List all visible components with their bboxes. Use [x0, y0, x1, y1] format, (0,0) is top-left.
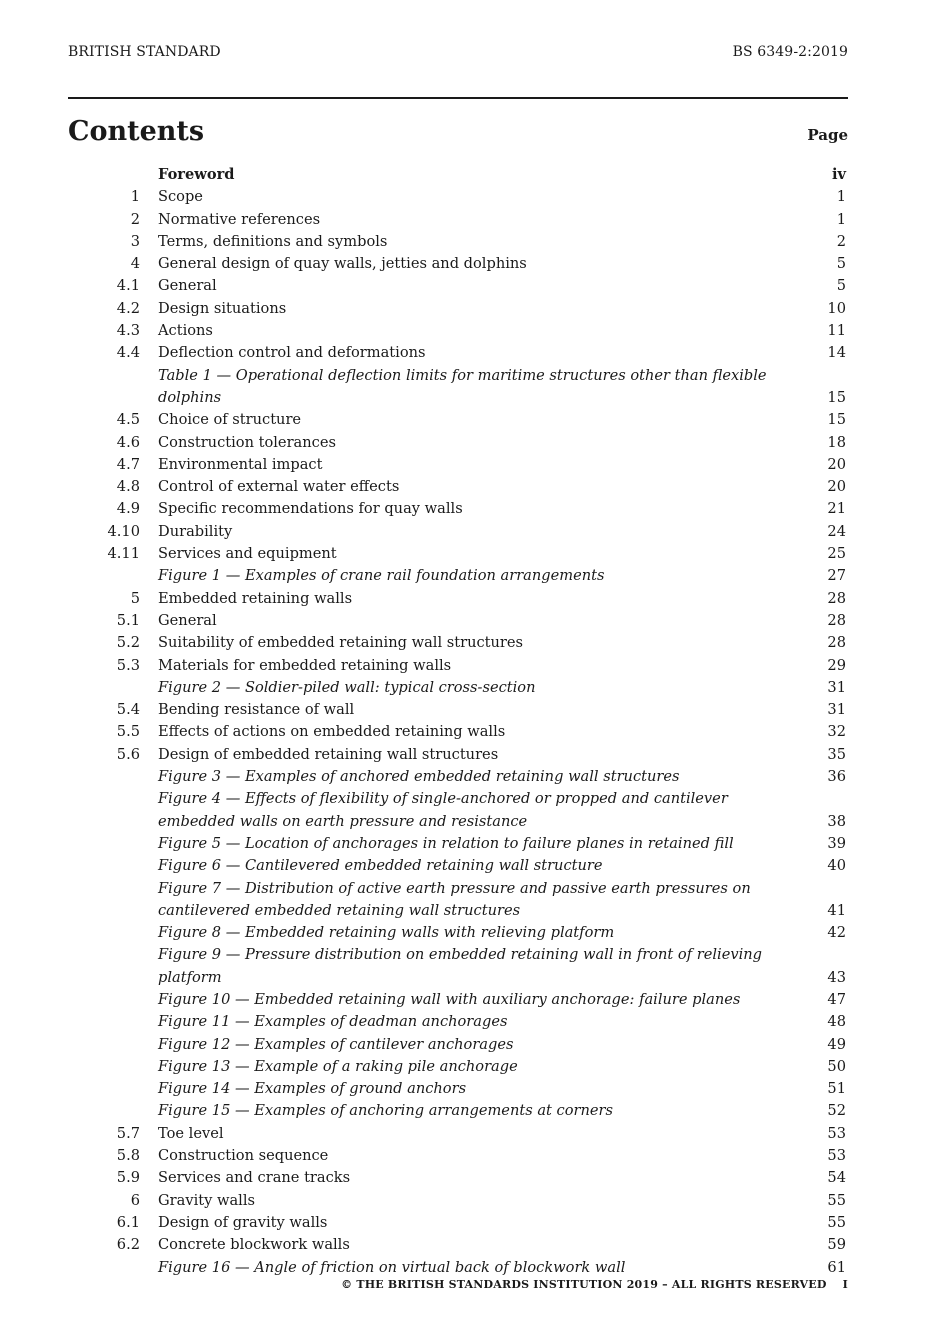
- toc-entry[interactable]: [68, 1167, 848, 1189]
- toc-entry-title[interactable]: Figure 2 — Soldier-piled wall: typical cross-section: [158, 678, 536, 696]
- toc-entry-title[interactable]: Design situations: [158, 299, 287, 317]
- toc-entry-title[interactable]: Normative references: [158, 210, 321, 228]
- toc-entry[interactable]: [68, 409, 848, 431]
- toc-entry-page: 42: [827, 924, 846, 942]
- toc-entry-number: 4.2: [116, 299, 140, 317]
- toc-entry-title[interactable]: Figure 4 — Effects of flexibility of single-anchored or propped and cantilever embedded walls on earth pressure and resistance: [158, 790, 728, 830]
- toc-entry[interactable]: [68, 498, 848, 520]
- toc-entry-title[interactable]: Design of gravity walls: [158, 1213, 328, 1231]
- toc-entry-number: 4.6: [116, 433, 140, 451]
- toc-entry[interactable]: [68, 766, 848, 788]
- toc-entry-page: 18: [827, 433, 846, 451]
- toc-entry[interactable]: [68, 721, 848, 743]
- toc-entry-title[interactable]: Actions: [158, 322, 213, 340]
- toc-entry-page: 20: [827, 478, 846, 496]
- toc-entry-page: 25: [827, 545, 846, 563]
- toc-entry[interactable]: [68, 1212, 848, 1234]
- toc-entry[interactable]: [68, 1078, 848, 1100]
- toc-entry-title[interactable]: Figure 5 — Location of anchorages in relation to failure planes in retained fill: [158, 834, 734, 852]
- toc-entry-title[interactable]: Toe level: [158, 1124, 224, 1142]
- toc-entry-title[interactable]: Gravity walls: [158, 1191, 256, 1209]
- toc-entry-page: 15: [827, 388, 846, 406]
- toc-entry-page: 15: [827, 411, 846, 429]
- toc-entry-page: 10: [827, 299, 846, 317]
- toc-entry[interactable]: [68, 454, 848, 476]
- toc-entry-title[interactable]: Environmental impact: [158, 455, 323, 473]
- toc-entry-number: 4: [130, 255, 140, 273]
- toc-entry-title[interactable]: Table 1 — Operational deflection limits for maritime structures other than flexible dolphins: [158, 366, 767, 406]
- toc-entry-page: 51: [827, 1080, 846, 1098]
- toc-entry-page: 29: [827, 656, 846, 674]
- toc-entry-page: 2: [836, 232, 846, 250]
- toc-entry[interactable]: [68, 1056, 848, 1078]
- page-title: Contents: [68, 116, 205, 147]
- toc-entry-page: 54: [827, 1169, 846, 1187]
- toc-entry-page: 55: [827, 1213, 846, 1231]
- toc-entry-title[interactable]: Specific recommendations for quay walls: [158, 500, 463, 518]
- toc-entry[interactable]: [68, 231, 848, 253]
- toc-entry-page: 1: [836, 188, 846, 206]
- toc-entry-page: 1: [836, 210, 846, 228]
- toc-entry-page: 55: [827, 1191, 846, 1209]
- toc-entry[interactable]: [68, 1100, 848, 1122]
- toc-entry-number: 4.10: [107, 522, 140, 540]
- toc-entry-page: 24: [827, 522, 846, 540]
- toc-entry-title[interactable]: Figure 16 — Angle of friction on virtual back of blockwork wall: [158, 1258, 626, 1276]
- toc-entry-number: 6.1: [116, 1213, 140, 1231]
- footer-copyright: © THE BRITISH STANDARDS INSTITUTION 2019 – ALL RIGHTS RESERVED: [341, 1278, 827, 1291]
- toc-entry-title[interactable]: Scope: [158, 188, 203, 206]
- toc-entry[interactable]: [68, 744, 848, 766]
- toc-entry[interactable]: [68, 298, 848, 320]
- toc-entry-title[interactable]: Figure 14 — Examples of ground anchors: [158, 1080, 467, 1098]
- toc-entry-number: 4.7: [116, 455, 140, 473]
- toc-entry-number: 5.2: [116, 634, 140, 652]
- toc-entry[interactable]: [68, 521, 848, 543]
- toc-entry-title[interactable]: Figure 7 — Distribution of active earth pressure and passive earth pressures on cantilevered embedded retaining wall structures: [158, 879, 751, 919]
- toc-entry[interactable]: [68, 677, 848, 699]
- toc-entry[interactable]: [68, 1011, 848, 1033]
- toc-entry-page: 31: [827, 701, 846, 719]
- toc-entry-number: 1: [130, 188, 140, 206]
- toc-entry-title[interactable]: Services and equipment: [158, 545, 337, 563]
- toc-entry-number: 2: [130, 210, 140, 228]
- toc-entry-page: 43: [827, 968, 846, 986]
- toc-entry[interactable]: [68, 788, 848, 833]
- toc-entry-page: 14: [827, 344, 846, 362]
- toc-entry-page: 28: [827, 634, 846, 652]
- toc-entry-page: 47: [827, 990, 846, 1008]
- page-column-label: Page: [807, 126, 848, 144]
- toc-entry[interactable]: [68, 342, 848, 364]
- toc-entry-page: 61: [827, 1258, 846, 1276]
- toc-entry-number: 5.9: [116, 1169, 140, 1187]
- toc-entry[interactable]: [68, 186, 848, 208]
- toc-entry[interactable]: [68, 1145, 848, 1167]
- toc-entry-page: 31: [827, 678, 846, 696]
- toc-entry[interactable]: [68, 1123, 848, 1145]
- toc-entry[interactable]: [68, 610, 848, 632]
- toc-entry-page: 35: [827, 745, 846, 763]
- toc-entry[interactable]: [68, 944, 848, 989]
- toc-entry-page: 41: [827, 901, 846, 919]
- toc-entry-number: 4.5: [116, 411, 140, 429]
- toc-entry[interactable]: [68, 565, 848, 587]
- toc-entry-title[interactable]: Suitability of embedded retaining wall structures: [158, 634, 524, 652]
- toc-entry-title[interactable]: Services and crane tracks: [158, 1169, 351, 1187]
- toc-entry[interactable]: [68, 543, 848, 565]
- toc-entry-page: 53: [827, 1147, 846, 1165]
- toc-entry-title[interactable]: Figure 3 — Examples of anchored embedded retaining wall structures: [158, 768, 680, 786]
- toc-entry-page: 38: [827, 812, 846, 830]
- toc-entry-title[interactable]: Figure 13 — Example of a raking pile anchorage: [158, 1057, 518, 1075]
- toc-entry-number: 5: [130, 589, 140, 607]
- toc-entry-page: 11: [827, 322, 846, 340]
- toc-entry-number: 6: [130, 1191, 140, 1209]
- header-document-number: BS 6349-2:2019: [732, 44, 848, 60]
- toc-entry[interactable]: [68, 632, 848, 654]
- toc-entry[interactable]: [68, 320, 848, 342]
- toc-entry-number: 3: [130, 232, 140, 250]
- toc-entry-page: 5: [836, 277, 846, 295]
- toc-entry[interactable]: [68, 1257, 848, 1279]
- toc-entry-title[interactable]: General design of quay walls, jetties and dolphins: [158, 255, 527, 273]
- toc-entry-page: 28: [827, 589, 846, 607]
- toc-entry[interactable]: [68, 855, 848, 877]
- contents-title-row: [68, 116, 848, 147]
- toc-entry[interactable]: [68, 275, 848, 297]
- toc-entry-title[interactable]: Figure 8 — Embedded retaining walls with relieving platform: [158, 924, 615, 942]
- toc-entry-number: 5.5: [116, 723, 140, 741]
- toc-entry-title[interactable]: Construction sequence: [158, 1147, 329, 1165]
- toc-entry-title[interactable]: Embedded retaining walls: [158, 589, 353, 607]
- toc-entry-title[interactable]: Control of external water effects: [158, 478, 400, 496]
- toc-entry[interactable]: [68, 655, 848, 677]
- toc-entry-number: 5.4: [116, 701, 140, 719]
- toc-entry-number: 4.9: [116, 500, 140, 518]
- toc-entry-number: 4.1: [116, 277, 140, 295]
- toc-entry[interactable]: [68, 1234, 848, 1256]
- toc-entry-title[interactable]: Design of embedded retaining wall structures: [158, 745, 499, 763]
- toc-entry[interactable]: [68, 1190, 848, 1212]
- toc-entry-title[interactable]: Bending resistance of wall: [158, 701, 355, 719]
- toc-entry-number: 5.1: [116, 611, 140, 629]
- toc-entry-page: 28: [827, 611, 846, 629]
- toc-entry-number: 5.3: [116, 656, 140, 674]
- toc-entry-page: iv: [831, 166, 846, 183]
- toc-entry-page: 40: [827, 857, 846, 875]
- toc-entry[interactable]: [68, 922, 848, 944]
- toc-entry-page: 49: [827, 1035, 846, 1053]
- toc-entry-page: 50: [827, 1057, 846, 1075]
- toc-entry-title[interactable]: Figure 6 — Cantilevered embedded retaining wall structure: [158, 857, 603, 875]
- toc-entry-title[interactable]: Figure 15 — Examples of anchoring arrangements at corners: [158, 1102, 613, 1120]
- toc-entry-number: 5.8: [116, 1147, 140, 1165]
- toc-entry-title[interactable]: General: [158, 277, 217, 295]
- toc-entry-page: 27: [827, 567, 846, 585]
- toc-entry-page: 21: [827, 500, 846, 518]
- toc-entry-page: 53: [827, 1124, 846, 1142]
- toc-entry-title[interactable]: Materials for embedded retaining walls: [158, 656, 452, 674]
- toc-entry[interactable]: [68, 699, 848, 721]
- toc-entry-number: 5.6: [116, 745, 140, 763]
- toc-entry[interactable]: [68, 878, 848, 923]
- toc-entry[interactable]: [68, 989, 848, 1011]
- toc-entry[interactable]: [68, 833, 848, 855]
- toc-entry-title[interactable]: Deflection control and deformations: [158, 344, 426, 362]
- toc-entry-title[interactable]: Concrete blockwork walls: [158, 1236, 350, 1254]
- toc-entry-title[interactable]: Foreword: [158, 166, 235, 183]
- toc-entry-title[interactable]: Effects of actions on embedded retaining walls: [158, 723, 506, 741]
- toc-entry[interactable]: [68, 365, 848, 410]
- toc-entry-number: 4.3: [116, 322, 140, 340]
- toc-entry-title[interactable]: Figure 9 — Pressure distribution on embedded retaining wall in front of relieving platform: [158, 946, 762, 986]
- toc-entry-title[interactable]: General: [158, 611, 217, 629]
- toc-entry-number: 6.2: [116, 1236, 140, 1254]
- page-footer: [341, 1278, 848, 1291]
- toc-entry-page: 59: [827, 1236, 846, 1254]
- toc-entry-title[interactable]: Terms, definitions and symbols: [158, 232, 388, 250]
- toc-entry-title[interactable]: Construction tolerances: [158, 433, 336, 451]
- toc-entry-title[interactable]: Durability: [158, 522, 233, 540]
- header-rule: [68, 97, 848, 99]
- toc-entry-title[interactable]: Choice of structure: [158, 411, 302, 429]
- toc-entry-number: 4.4: [116, 344, 140, 362]
- header-standard-label: BRITISH STANDARD: [68, 44, 221, 60]
- toc-entry-number: 5.7: [116, 1124, 140, 1142]
- toc-entry-page: 36: [827, 768, 846, 786]
- toc-entry-title[interactable]: Figure 12 — Examples of cantilever anchorages: [158, 1035, 514, 1053]
- toc-entry[interactable]: [68, 164, 848, 186]
- toc-entry[interactable]: [68, 253, 848, 275]
- toc-entry-title[interactable]: Figure 1 — Examples of crane rail foundation arrangements: [158, 567, 605, 585]
- toc-entry-number: 4.8: [116, 478, 140, 496]
- toc-entry-page: 48: [827, 1013, 846, 1031]
- toc-entry-title[interactable]: Figure 11 — Examples of deadman anchorages: [158, 1013, 508, 1031]
- toc-entry-title[interactable]: Figure 10 — Embedded retaining wall with auxiliary anchorage: failure planes: [158, 990, 741, 1008]
- page-header: [68, 44, 848, 60]
- toc-entry-number: 4.11: [107, 545, 140, 563]
- toc-entry[interactable]: [68, 476, 848, 498]
- toc-entry[interactable]: [68, 1034, 848, 1056]
- toc-entry-page: 52: [827, 1102, 846, 1120]
- footer-page-number: I: [842, 1278, 848, 1291]
- toc-entry-page: 39: [827, 834, 846, 852]
- toc-entry[interactable]: [68, 209, 848, 231]
- toc-entry[interactable]: [68, 432, 848, 454]
- toc-entry[interactable]: [68, 588, 848, 610]
- toc-entry-page: 32: [827, 723, 846, 741]
- toc-entry-page: 5: [836, 255, 846, 273]
- toc-entry-page: 20: [827, 455, 846, 473]
- table-of-contents: [68, 164, 848, 1279]
